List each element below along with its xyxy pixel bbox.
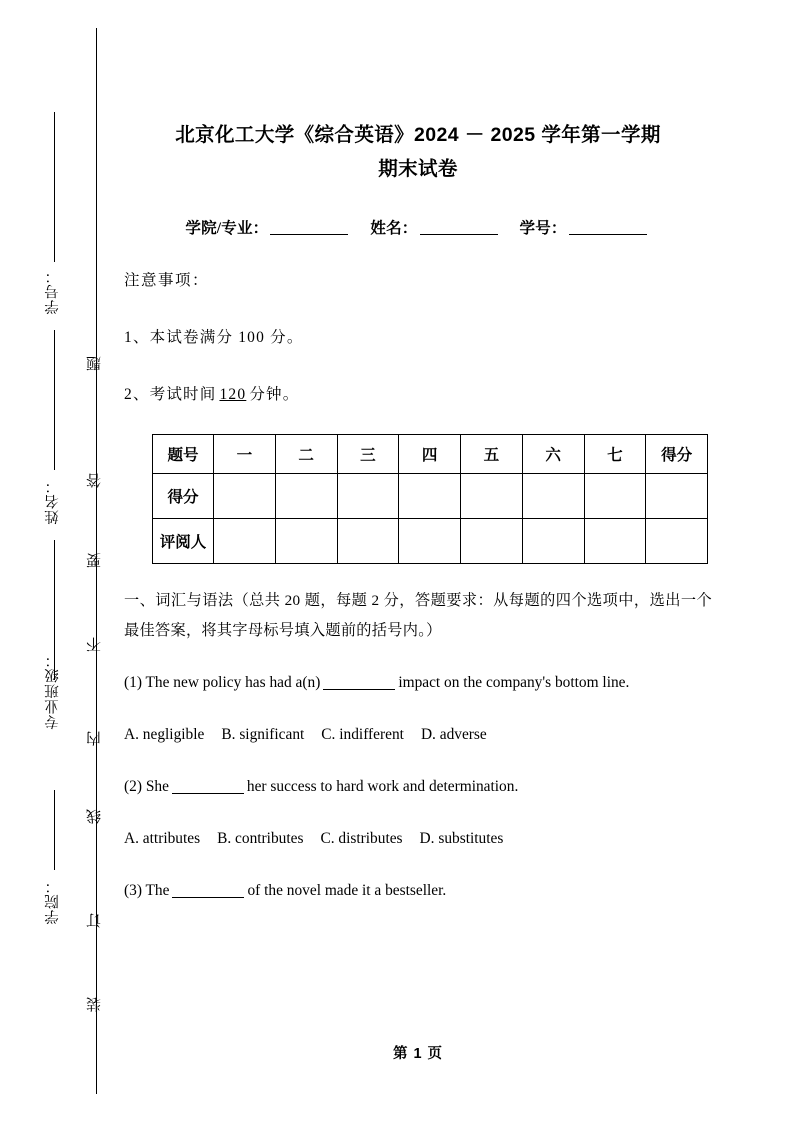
sidebar-label-student-id: 学号： (45, 268, 61, 315)
question-number: (3) (124, 881, 142, 899)
score-table-row-label: 评阅人 (153, 519, 214, 564)
score-table-col-total: 得分 (646, 435, 708, 474)
option-a[interactable]: A. negligible (124, 725, 205, 743)
binding-sidebar (0, 0, 118, 1122)
score-cell[interactable] (461, 474, 523, 519)
option-c[interactable]: C. distributes (320, 829, 403, 847)
question-3 (124, 854, 712, 906)
sidebar-seal-char-6: 线 (87, 808, 103, 824)
question-text-before: The (145, 881, 170, 899)
reviewer-cell[interactable] (584, 519, 646, 564)
exam-duration-value: 120 (219, 386, 247, 404)
binding-outer-rule-segment (54, 790, 55, 870)
page-title-line-1: 北京化工大学《综合英语》2024 － 2025 学年第一学期 (175, 124, 661, 146)
page-footer: 第 1 页 (392, 1046, 444, 1062)
reviewer-cell[interactable] (461, 519, 523, 564)
score-table-col-2: 二 (275, 435, 337, 474)
notice-item-2 (124, 347, 712, 404)
sidebar-label-name: 姓名： (45, 478, 61, 525)
score-table-col-6: 六 (522, 435, 584, 474)
binding-outer-rule-segment (54, 112, 55, 262)
sidebar-seal-char-1: 题 (87, 355, 103, 371)
score-cell[interactable] (522, 474, 584, 519)
name-input[interactable] (420, 234, 498, 235)
dept-major-label: 学院/专业： (185, 220, 269, 238)
question-text-after: her success to hard work and determination. (246, 777, 519, 795)
student-info-row (124, 216, 712, 238)
score-table-col-5: 五 (461, 435, 523, 474)
reviewer-cell[interactable] (399, 519, 461, 564)
question-text-after: of the novel made it a bestseller. (247, 881, 447, 899)
question-1 (124, 646, 712, 698)
sidebar-seal-char-2: 答 (87, 472, 103, 488)
score-cell[interactable] (584, 474, 646, 519)
page-title (124, 0, 712, 186)
option-c[interactable]: C. indifferent (321, 725, 404, 743)
answer-blank[interactable] (172, 897, 244, 898)
score-table-col-4: 四 (399, 435, 461, 474)
question-number: (2) (124, 777, 142, 795)
table-row-header (153, 435, 708, 474)
option-b[interactable]: B. significant (221, 725, 305, 743)
score-cell[interactable] (399, 474, 461, 519)
sidebar-seal-char-3: 要 (87, 552, 103, 568)
notice-item-2-prefix: 2、考试时间 (124, 386, 217, 404)
score-table (152, 434, 708, 564)
score-cell[interactable] (214, 474, 276, 519)
page-title-line-2: 期末试卷 (378, 158, 458, 181)
option-b[interactable]: B. contributes (217, 829, 304, 847)
question-1-options (124, 698, 712, 750)
score-table-row-label: 题号 (153, 435, 214, 474)
score-table-col-3: 三 (337, 435, 399, 474)
answer-blank[interactable] (323, 689, 395, 690)
question-2-options (124, 802, 712, 854)
sidebar-seal-char-5: 内 (87, 730, 103, 746)
table-row (153, 519, 708, 564)
score-cell[interactable] (337, 474, 399, 519)
score-cell[interactable] (275, 474, 337, 519)
score-table-row-label: 得分 (153, 474, 214, 519)
student-id-input[interactable] (569, 234, 647, 235)
sidebar-seal-char-7: 订 (87, 912, 103, 928)
score-table-container (124, 404, 712, 564)
question-text-after: impact on the company's bottom line. (398, 673, 630, 691)
section-1-heading: 一、词汇与语法（总共 20 题，每题 2 分，答题要求：从每题的四个选项中，选出一个最佳答案，将其字母标号填入题前的括号内。） (124, 592, 712, 639)
option-d[interactable]: D. substitutes (419, 829, 504, 847)
notice-item-2-suffix: 分钟。 (249, 386, 300, 404)
option-a[interactable]: A. attributes (124, 829, 201, 847)
table-row (153, 474, 708, 519)
exam-paper-body (124, 0, 712, 1122)
question-text-before: The new policy has had a(n) (145, 673, 321, 691)
sidebar-seal-char-4: 不 (87, 636, 103, 652)
answer-blank[interactable] (172, 793, 244, 794)
reviewer-cell[interactable] (214, 519, 276, 564)
sidebar-label-major-class: 专业班级： (45, 652, 61, 730)
reviewer-cell[interactable] (646, 519, 708, 564)
reviewer-cell[interactable] (522, 519, 584, 564)
question-number: (1) (124, 673, 142, 691)
sidebar-seal-char-8: 装 (87, 996, 103, 1012)
sidebar-label-department: 学院： (45, 878, 61, 925)
dept-major-input[interactable] (270, 234, 348, 235)
student-id-label: 学号： (519, 220, 567, 238)
notice-item-1: 1、本试卷满分 100 分。 (124, 329, 304, 347)
option-d[interactable]: D. adverse (420, 725, 487, 743)
question-text-before: She (145, 777, 169, 795)
reviewer-cell[interactable] (337, 519, 399, 564)
reviewer-cell[interactable] (275, 519, 337, 564)
notice-heading: 注意事项： (124, 272, 210, 290)
question-2 (124, 750, 712, 802)
name-label: 姓名： (370, 220, 418, 238)
score-table-col-7: 七 (584, 435, 646, 474)
binding-outer-rule-segment (54, 330, 55, 470)
score-table-col-1: 一 (214, 435, 276, 474)
score-cell[interactable] (646, 474, 708, 519)
